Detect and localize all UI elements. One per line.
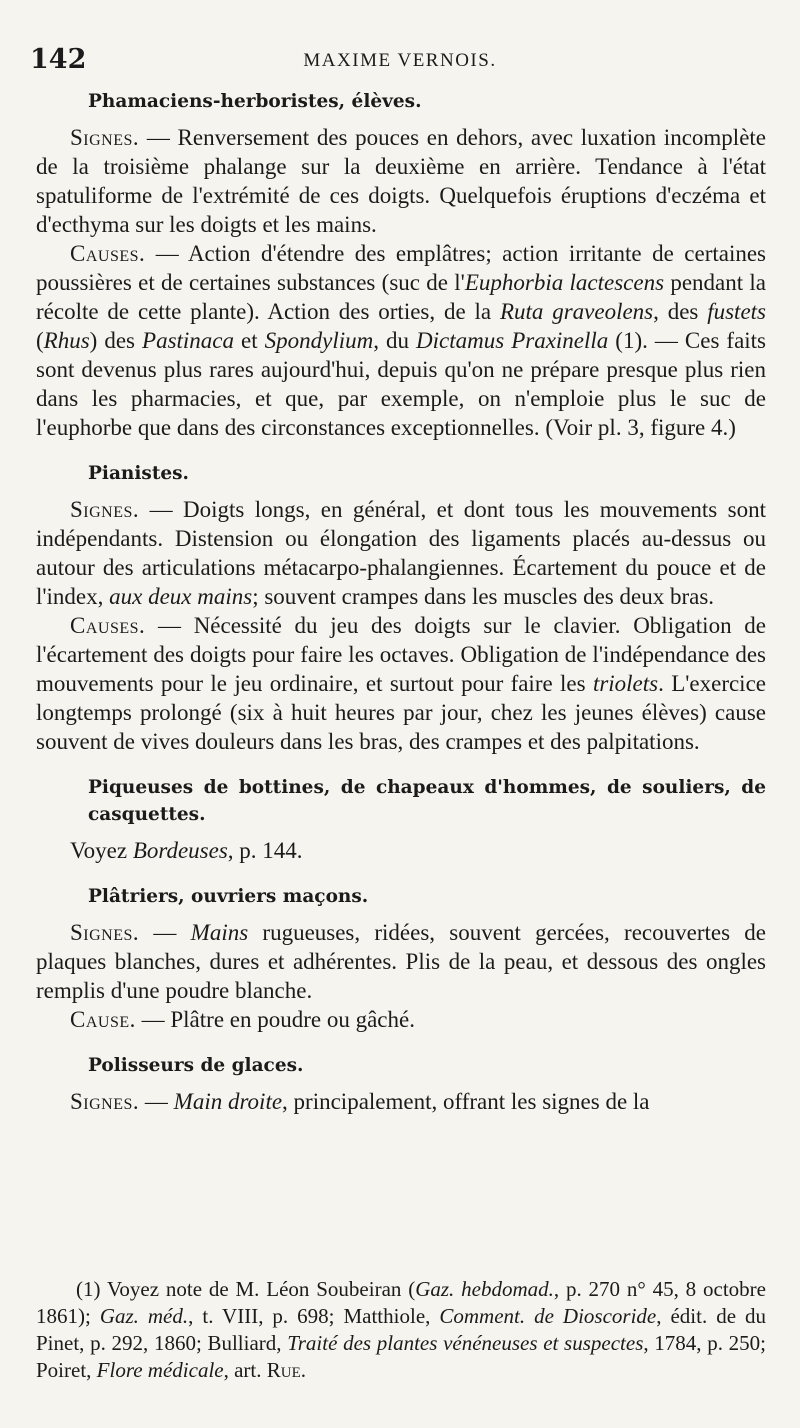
text-run: (1). — Ces faits sont devenus plus rares aujourd'hui, depuis qu'on ne prépare presque plus rien dans les pharmacies, et que, par exemple, on n'emploie plus le suc de l'euphorbe que dans des circonstances exceptionnelles. (Voir pl. 3, figure 4.)	[36, 328, 767, 440]
text-run: , 1784, p. 250; Poiret,	[36, 1331, 766, 1382]
italic-text: aux deux mains	[109, 584, 253, 609]
italic-text: Ruta graveolens	[499, 299, 654, 324]
text-run: — Action d'étendre des emplâtres; action irritante de certaines poussières et de certaines substances (suc de l'	[36, 241, 766, 295]
italic-text: Bordeuses	[132, 838, 228, 863]
italic-text: Rhus	[43, 328, 90, 353]
text-run: — Plâtre en poudre ou gâché.	[135, 1007, 415, 1032]
page-header	[30, 44, 770, 80]
italic-text: Mains	[190, 920, 249, 945]
section-block	[36, 883, 766, 1034]
section-block	[36, 88, 766, 442]
section-block	[36, 460, 766, 756]
section-heading: Phamaciens-herboristes, élèves.	[88, 91, 422, 112]
text-run: ) des	[89, 328, 143, 353]
text-run: et	[234, 328, 265, 353]
text-run: —	[139, 1089, 174, 1114]
text-run: , t. VIII, p. 698; Matthiole,	[188, 1304, 440, 1328]
text-run: , art.	[223, 1358, 267, 1382]
section-heading: Polisseurs de glaces.	[88, 1055, 304, 1076]
italic-text: Traité des plantes vénéneuses et suspectes	[287, 1331, 644, 1355]
paragraph-lead-word: Signes.	[70, 920, 140, 945]
paragraph	[36, 836, 766, 865]
paragraph	[36, 611, 766, 756]
text-run: — Doigts longs, en général, et dont tous les mouvements sont indépendants. Distension ou élongation des ligaments placés au-dessus ou autour des articulations métacarpo-phalangiennes. Écartement du pouce et de l'index,	[36, 497, 766, 609]
text-run: (1) Voyez note de M. Léon Soubeiran (	[76, 1277, 416, 1301]
paragraph	[36, 239, 766, 442]
text-run: , principalement, offrant les signes de la	[282, 1089, 650, 1114]
text-run: (	[36, 328, 44, 353]
section-block	[36, 1052, 766, 1116]
footnote	[36, 1276, 766, 1384]
text-run: , édit. de du Pinet, p. 292, 1860; Bulliard,	[36, 1304, 766, 1355]
italic-text: triolets	[592, 671, 659, 696]
running-title: MAXIME VERNOIS.	[303, 50, 497, 71]
paragraph-lead-word: Causes.	[70, 241, 146, 266]
text-run: ; souvent crampes dans les muscles des deux bras.	[252, 584, 715, 609]
paragraph	[36, 1087, 766, 1116]
text-run: . L'exercice longtemps prolongé (six à huit heures par jour, chez les jeunes élèves) cause souvent de vives douleurs dans les bras, des crampes et des palpitations.	[36, 671, 766, 754]
text-run: — Nécessité du jeu des doigts sur le clavier. Obligation de l'écartement des doigts pour faire les octaves. Obligation de l'indépendance des mouvements pour le jeu ordinaire, et surtout pour faire les	[36, 613, 766, 696]
paragraph	[36, 495, 766, 611]
small-caps-text: Rue	[266, 1358, 301, 1382]
italic-text: Euphorbia lactescens	[464, 270, 665, 295]
paragraph-lead-word: Causes.	[70, 613, 146, 638]
text-run: , des	[653, 299, 708, 324]
text-run: rugueuses, ridées, souvent gercées, recouvertes de plaques blanches, dures et adhérentes. Plis de la peau, et dessous des ongles remplis d'une poudre blanche.	[36, 920, 766, 1003]
section-heading: Plâtriers, ouvriers maçons.	[88, 886, 369, 907]
text-run: Voyez	[70, 838, 133, 863]
paragraph	[36, 1005, 766, 1034]
italic-text: Main droite	[173, 1089, 283, 1114]
text-run: — Renversement des pouces en dehors, avec luxation incomplète de la troisième phalange sur la deuxième en arrière. Tendance à l'état spatuliforme de l'extrémité de ces doigts. Quelquefois éruptions d'eczéma et d'ecthyma sur les doigts et les mains.	[36, 125, 766, 237]
section-block	[36, 774, 766, 865]
text-run: , p. 270 n° 45, 8 octobre 1861);	[36, 1277, 766, 1328]
italic-text: Dictamus Praxinella	[416, 328, 609, 353]
section-heading: Piqueuses de bottines, de chapeaux d'hommes, de souliers, de casquettes.	[88, 777, 766, 825]
section-heading: Pianistes.	[88, 463, 189, 484]
page-number: 142	[30, 44, 87, 75]
italic-text: Comment. de Dioscoride	[439, 1304, 657, 1328]
text-run: pendant la récolte de cette plante). Action des orties, de la	[36, 270, 767, 324]
paragraph-lead-word: Signes.	[70, 497, 140, 522]
paragraph-lead-word: Cause.	[70, 1007, 136, 1032]
body-text	[36, 88, 766, 1134]
paragraph-lead-word: Signes.	[70, 125, 140, 150]
paragraph	[36, 123, 766, 239]
italic-text: Flore médicale	[96, 1358, 224, 1382]
text-run: .	[300, 1358, 307, 1382]
italic-text: Gaz. hebdomad.	[415, 1277, 554, 1301]
text-run: , du	[373, 328, 417, 353]
paragraph	[36, 918, 766, 1005]
text-run: —	[139, 920, 191, 945]
italic-text: Pastinaca	[142, 328, 235, 353]
paragraph-lead-word: Signes.	[70, 1089, 140, 1114]
italic-text: Spondylium	[264, 328, 374, 353]
italic-text: Gaz. méd.	[99, 1304, 189, 1328]
footnote-text	[36, 1276, 766, 1384]
text-run: , p. 144.	[227, 838, 303, 863]
italic-text: fustets	[707, 299, 766, 324]
